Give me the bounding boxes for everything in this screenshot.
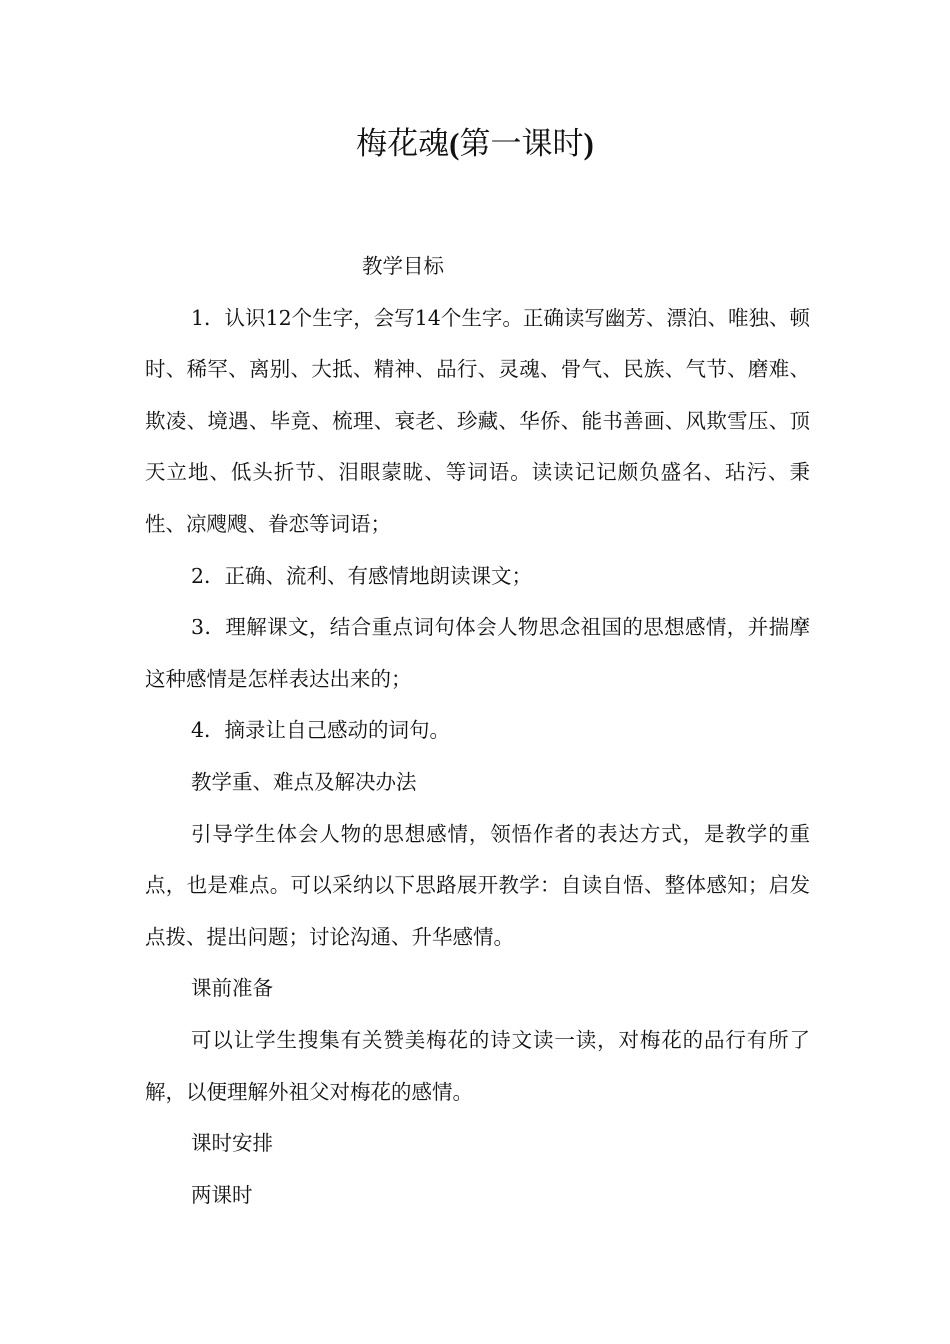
- document-body: [145, 241, 810, 1221]
- section-heading-objectives: 教学目标: [362, 254, 444, 278]
- title-subtitle: 第一课时: [459, 126, 584, 162]
- title-open-paren: (: [449, 126, 460, 161]
- key-points-paragraph: 引导学生体会人物的思想感情，领悟作者的表达方式，是教学的重点，也是难点。可以采纳以下思路展开教学：自读自悟、整体感知；启发点拨、提出问题；讨论沟通、升华感情。: [145, 821, 810, 949]
- preparation-paragraph: 可以让学生搜集有关赞美梅花的诗文读一读，对梅花的品行有所了解，以便理解外祖父对梅花的感情。: [145, 1027, 810, 1104]
- document-title: [0, 122, 950, 166]
- objective-item-4: 4．摘录让自己感动的词句。: [191, 718, 451, 743]
- section-heading-preparation: 课前准备: [191, 976, 273, 1001]
- objective-item-1: 1．认识12个生字，会写14个生字。正确读写幽芳、漂泊、唯独、顿时、稀罕、离别、大抵、精神、品行、灵魂、骨气、民族、气节、磨难、欺凌、境遇、毕竟、梳理、衰老、珍藏、华侨、能书善画、风欺雪压、顶天立地、低头折节、泪眼蒙眬、等词语。读读记记颇负盛名、玷污、秉性、凉飕飕、眷恋等词语；: [145, 305, 810, 536]
- objective-item-3: 3．理解课文，结合重点词句体会人物思念祖国的思想感情，并揣摩这种感情是怎样表达出来的；: [145, 615, 810, 691]
- schedule-paragraph: 两课时: [191, 1182, 253, 1207]
- title-main: 梅花魂: [356, 126, 450, 162]
- section-heading-schedule: 课时安排: [191, 1131, 273, 1156]
- objective-item-2: 2．正确、流利、有感情地朗读课文；: [191, 563, 533, 588]
- section-heading-key-points: 教学重、难点及解决办法: [191, 769, 417, 794]
- title-close-paren: ): [583, 126, 594, 161]
